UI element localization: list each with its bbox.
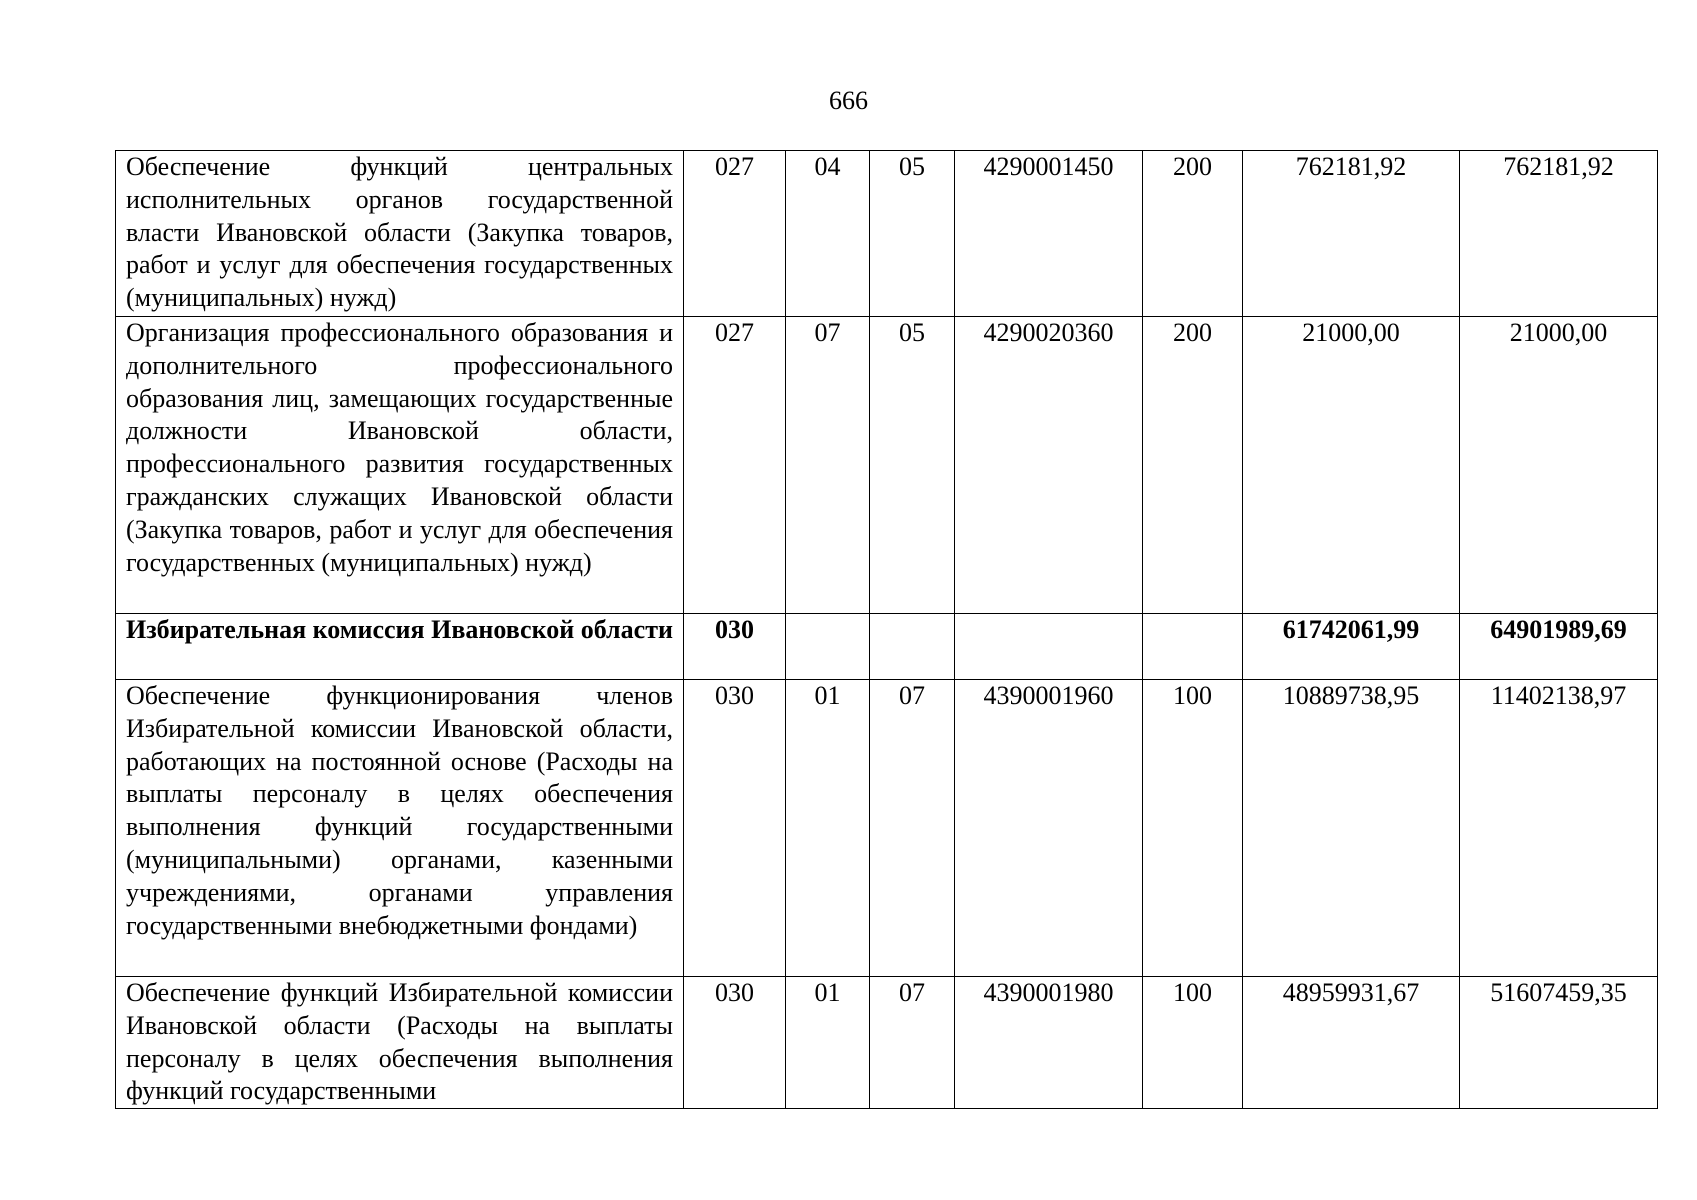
row-rz: 01 [786, 680, 870, 977]
row-sum-1: 10889738,95 [1243, 680, 1460, 977]
table-row [116, 317, 1658, 614]
row-rz: 07 [786, 317, 870, 614]
row-sum-2: 51607459,35 [1460, 977, 1658, 1109]
row-gr: 027 [684, 151, 786, 317]
row-gr: 027 [684, 317, 786, 614]
row-gr: 030 [684, 614, 786, 680]
row-pr: 05 [870, 317, 955, 614]
row-vr: 100 [1143, 977, 1243, 1109]
row-vr: 200 [1143, 151, 1243, 317]
table-row-section-header [116, 614, 1658, 680]
table-row [116, 977, 1658, 1109]
row-pr: 05 [870, 151, 955, 317]
table-row [116, 680, 1658, 977]
row-csr: 4390001980 [955, 977, 1143, 1109]
budget-table [115, 150, 1658, 1109]
row-vr [1143, 614, 1243, 680]
row-sum-2: 21000,00 [1460, 317, 1658, 614]
row-description: Обеспечение функций Избирательной комиссии Ивановской области (Расходы на выплаты персоналу в целях обеспечения выполнения функций государственными [116, 977, 684, 1109]
row-rz: 01 [786, 977, 870, 1109]
page-number: 666 [829, 86, 868, 115]
row-vr: 100 [1143, 680, 1243, 977]
row-pr: 07 [870, 977, 955, 1109]
row-description: Обеспечение функций центральных исполнительных органов государственной власти Ивановской области (Закупка товаров, работ и услуг для обеспечения государственных (муниципальных) нужд) [116, 151, 684, 317]
table-row [116, 151, 1658, 317]
row-csr: 4290020360 [955, 317, 1143, 614]
row-sum-1: 48959931,67 [1243, 977, 1460, 1109]
row-rz [786, 614, 870, 680]
row-csr [955, 614, 1143, 680]
row-sum-2: 64901989,69 [1460, 614, 1658, 680]
row-csr: 4390001960 [955, 680, 1143, 977]
row-gr: 030 [684, 680, 786, 977]
row-sum-1: 61742061,99 [1243, 614, 1460, 680]
row-gr: 030 [684, 977, 786, 1109]
row-pr [870, 614, 955, 680]
row-description: Избирательная комиссия Ивановской области [116, 614, 684, 680]
row-description: Организация профессионального образования и дополнительного профессионального образования лиц, замещающих государственные должности Ивановской области, профессионального развития государственных гражданских служащих Ивановской области (Закупка товаров, работ и услуг для обеспечения государственных (муниципальных) нужд) [116, 317, 684, 614]
row-vr: 200 [1143, 317, 1243, 614]
row-description: Обеспечение функционирования членов Избирательной комиссии Ивановской области, работающих на постоянной основе (Расходы на выплаты персоналу в целях обеспечения выполнения функций государственными (муниципальными) органами, казенными учреждениями, органами управления государственными внебюджетными фондами) [116, 680, 684, 977]
row-sum-2: 11402138,97 [1460, 680, 1658, 977]
row-sum-1: 21000,00 [1243, 317, 1460, 614]
row-csr: 4290001450 [955, 151, 1143, 317]
row-rz: 04 [786, 151, 870, 317]
row-sum-2: 762181,92 [1460, 151, 1658, 317]
row-pr: 07 [870, 680, 955, 977]
row-sum-1: 762181,92 [1243, 151, 1460, 317]
